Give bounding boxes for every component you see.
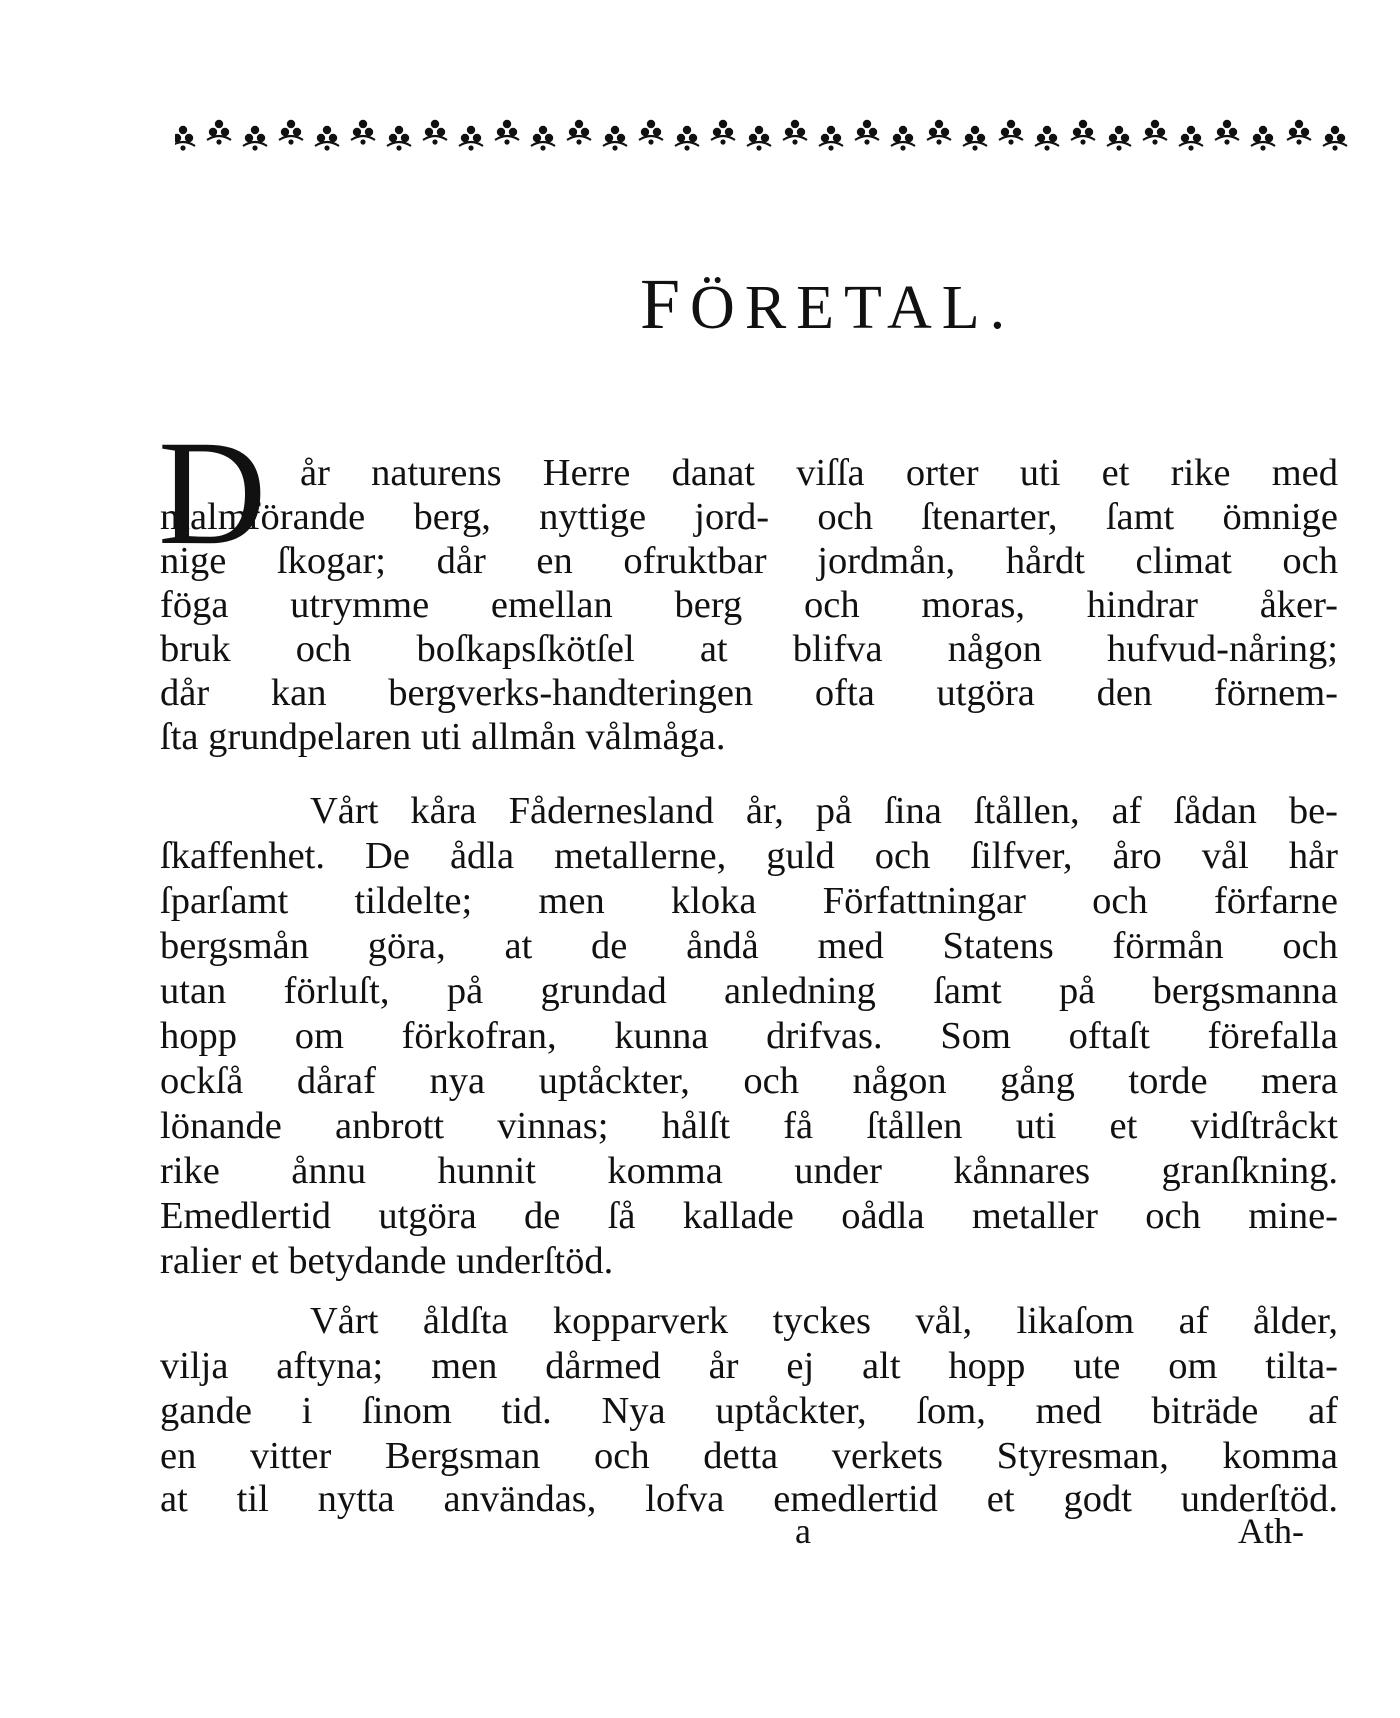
text-line: Emedlertid utgöra de ſå kallade oådla metaller och mine- — [160, 1195, 1338, 1237]
fleuron-icon — [315, 126, 339, 151]
text-line: gande i ſinom tid. Nya uptåckter, ſom, med biträde af — [160, 1390, 1338, 1432]
fleuron-icon — [459, 126, 483, 151]
fleuron-icon — [387, 126, 411, 151]
fleuron-icon — [1323, 126, 1347, 151]
text-line: ralier et betydande underſtöd. — [160, 1240, 614, 1282]
catchword: Ath- — [1238, 1511, 1304, 1551]
fleuron-icon — [1143, 120, 1167, 145]
fleuron-icon — [1035, 126, 1059, 151]
text-line: nige ſkogar; dår en ofruktbar jordmån, hårdt climat och — [160, 540, 1338, 582]
text-line: ſkaffenhet. De ådla metallerne, guld och ſilfver, åro vål hår — [160, 835, 1338, 877]
title-rest: ÖRETAL. — [690, 274, 1016, 342]
text-line: ockſå dåraf nya uptåckter, och någon gång torde mera — [160, 1060, 1338, 1102]
fleuron-icon — [1107, 126, 1131, 151]
text-line: vilja aftyna; men dårmed år ej alt hopp ute om tilta- — [160, 1345, 1338, 1387]
text-line: lönande anbrott vinnas; hålſt få ſtållen uti et vidſtråckt — [160, 1105, 1338, 1147]
text-line: malmförande berg, nyttige jord- och ſtenarter, ſamt ömnige — [160, 496, 1338, 538]
text-line: hopp om förkofran, kunna drifvas. Som oftaſt förefalla — [160, 1015, 1338, 1057]
fleuron-row-icon — [175, 112, 1355, 160]
text-line: ſparſamt tildelte; men kloka Författningar och förfarne — [160, 880, 1338, 922]
text-line: år naturens Herre danat viſſa orter uti et rike med — [300, 452, 1338, 494]
text-line: at til nytta användas, lofva emedlertid et godt underſtöd. — [160, 1478, 1338, 1520]
title-initial: F — [640, 264, 691, 344]
decorative-ornament-band — [175, 112, 1355, 160]
text-line: rike ånnu hunnit komma under kånnares granſkning. — [160, 1150, 1338, 1192]
text-line: ſta grundpelaren uti allmån vålmåga. — [160, 716, 726, 758]
page-title — [640, 264, 1060, 344]
fleuron-icon — [351, 120, 375, 145]
fleuron-icon — [819, 126, 843, 151]
fleuron-icon — [927, 120, 951, 145]
fleuron-icon — [567, 120, 591, 145]
fleuron-icon — [495, 120, 519, 145]
fleuron-icon — [1287, 120, 1311, 145]
drop-cap: D — [158, 410, 267, 576]
fleuron-icon — [207, 120, 231, 145]
text-line: dår kan bergverks-handteringen ofta utgöra den förnem- — [160, 672, 1338, 714]
fleuron-icon — [1179, 126, 1203, 151]
text-line: Vårt kåra Fådernesland år, på ſina ſtållen, af ſådan be- — [310, 790, 1338, 832]
fleuron-icon — [855, 120, 879, 145]
fleuron-icon — [1251, 126, 1275, 151]
fleuron-icon — [711, 120, 735, 145]
text-line: bruk och boſkapsſkötſel at blifva någon hufvud-nåring; — [160, 628, 1338, 670]
fleuron-icon — [675, 126, 699, 151]
fleuron-icon — [891, 126, 915, 151]
fleuron-icon — [747, 126, 771, 151]
fleuron-icon — [603, 126, 627, 151]
fleuron-icon — [279, 120, 303, 145]
fleuron-icon — [531, 126, 555, 151]
text-line: en vitter Bergsman och detta verkets Styresman, komma — [160, 1435, 1338, 1477]
fleuron-icon — [999, 120, 1023, 145]
fleuron-icon — [1215, 120, 1239, 145]
text-line: utan förluſt, på grundad anledning ſamt på bergsmanna — [160, 970, 1338, 1012]
fleuron-icon — [639, 120, 663, 145]
signature-mark: a — [795, 1511, 811, 1551]
fleuron-icon — [783, 120, 807, 145]
text-line: bergsmån göra, at de åndå med Statens förmån och — [160, 925, 1338, 967]
fleuron-icon — [1071, 120, 1095, 145]
fleuron-icon — [423, 120, 447, 145]
text-line: föga utrymme emellan berg och moras, hindrar åker- — [160, 584, 1338, 626]
fleuron-icon — [243, 126, 267, 151]
fleuron-icon — [963, 126, 987, 151]
text-line: Vårt åldſta kopparverk tyckes vål, likaſom af ålder, — [310, 1300, 1338, 1342]
fleuron-icon — [175, 126, 195, 151]
